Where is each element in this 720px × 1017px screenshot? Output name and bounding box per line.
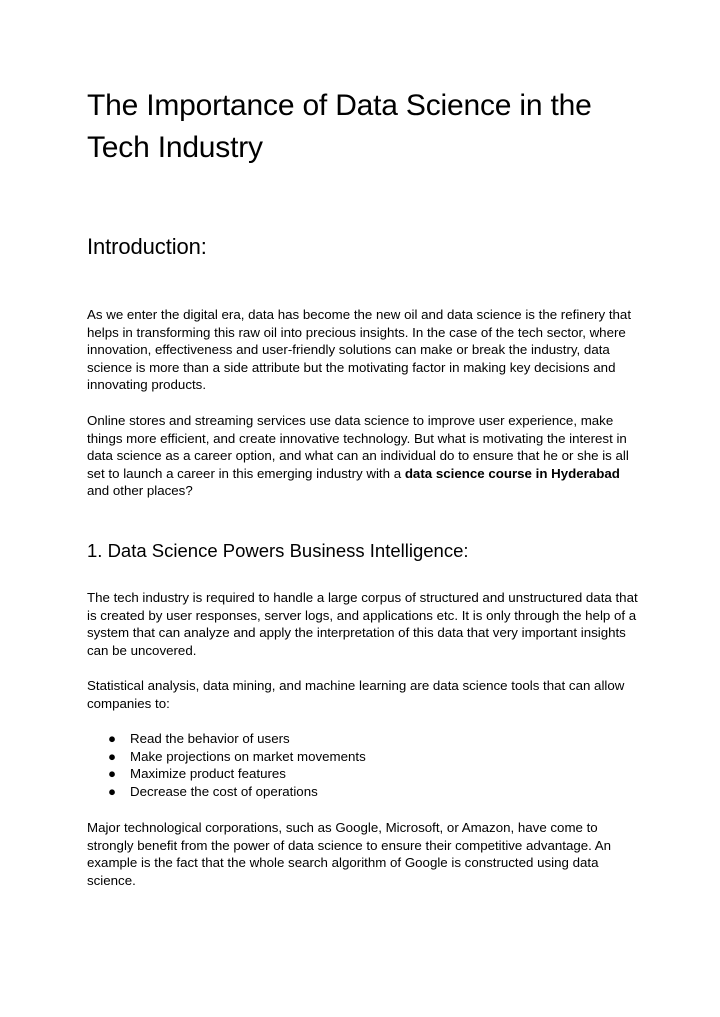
bullet-icon: ● [108,783,117,799]
bullet-icon: ● [108,766,117,782]
bullet-icon: ● [108,731,117,746]
intro-paragraph-2-tail: and other places? [87,483,193,499]
list-item [87,748,366,766]
document-title: The Importance of Data Science in the Tech Industry [87,89,592,164]
list-item-text: Maximize product features [130,766,286,782]
intro-paragraph-1: As we enter the digital era, data has become the new oil and data science is the refinery that helps in transforming this raw oil into precious insights. In the case of the tech sector, where innovation, effectiveness and user-friendly solutions can make or break the industry, data science is more than a side attribute but the motivating factor in making key decisions and innovating products. [87,307,632,393]
list-item-text: Read the behavior of users [130,731,290,746]
course-keyword-bold: data science course in Hyderabad [404,465,620,481]
section-1-paragraph-2: Statistical analysis, data mining, and machine learning are data science tools that can allow companies to: [87,678,625,711]
list-item-text: Decrease the cost of operations [130,783,318,799]
intro-paragraph-2 [87,412,639,500]
section-1-heading: 1. Data Science Powers Business Intelligence: [87,540,469,561]
list-item [87,730,366,748]
benefits-bullet-list [87,730,366,800]
intro-paragraph-2-text: Online stores and streaming services use data science to improve user experience, make things more efficient, and create innovative technology. But what is motivating the interest in data science as a career option, and what can an individual do to ensure that he or she is all set to launch a career in this emerging industry with a [87,413,629,481]
bullet-icon: ● [108,748,117,764]
list-item-text: Make projections on market movements [130,748,366,764]
list-item [87,783,366,801]
list-item [87,765,366,783]
introduction-heading: Introduction: [87,234,207,259]
section-1-paragraph-1: The tech industry is required to handle a large corpus of structured and unstructured data that is created by user responses, server logs, and applications etc. It is only through the help of a system that can analyze and apply the interpretation of this data that very important insights can be uncovered. [87,590,638,658]
section-1-paragraph-3: Major technological corporations, such as Google, Microsoft, or Amazon, have come to strongly benefit from the power of data science to ensure their competitive advantage. An example is the fact that the whole search algorithm of Google is constructed using data science. [87,820,612,888]
